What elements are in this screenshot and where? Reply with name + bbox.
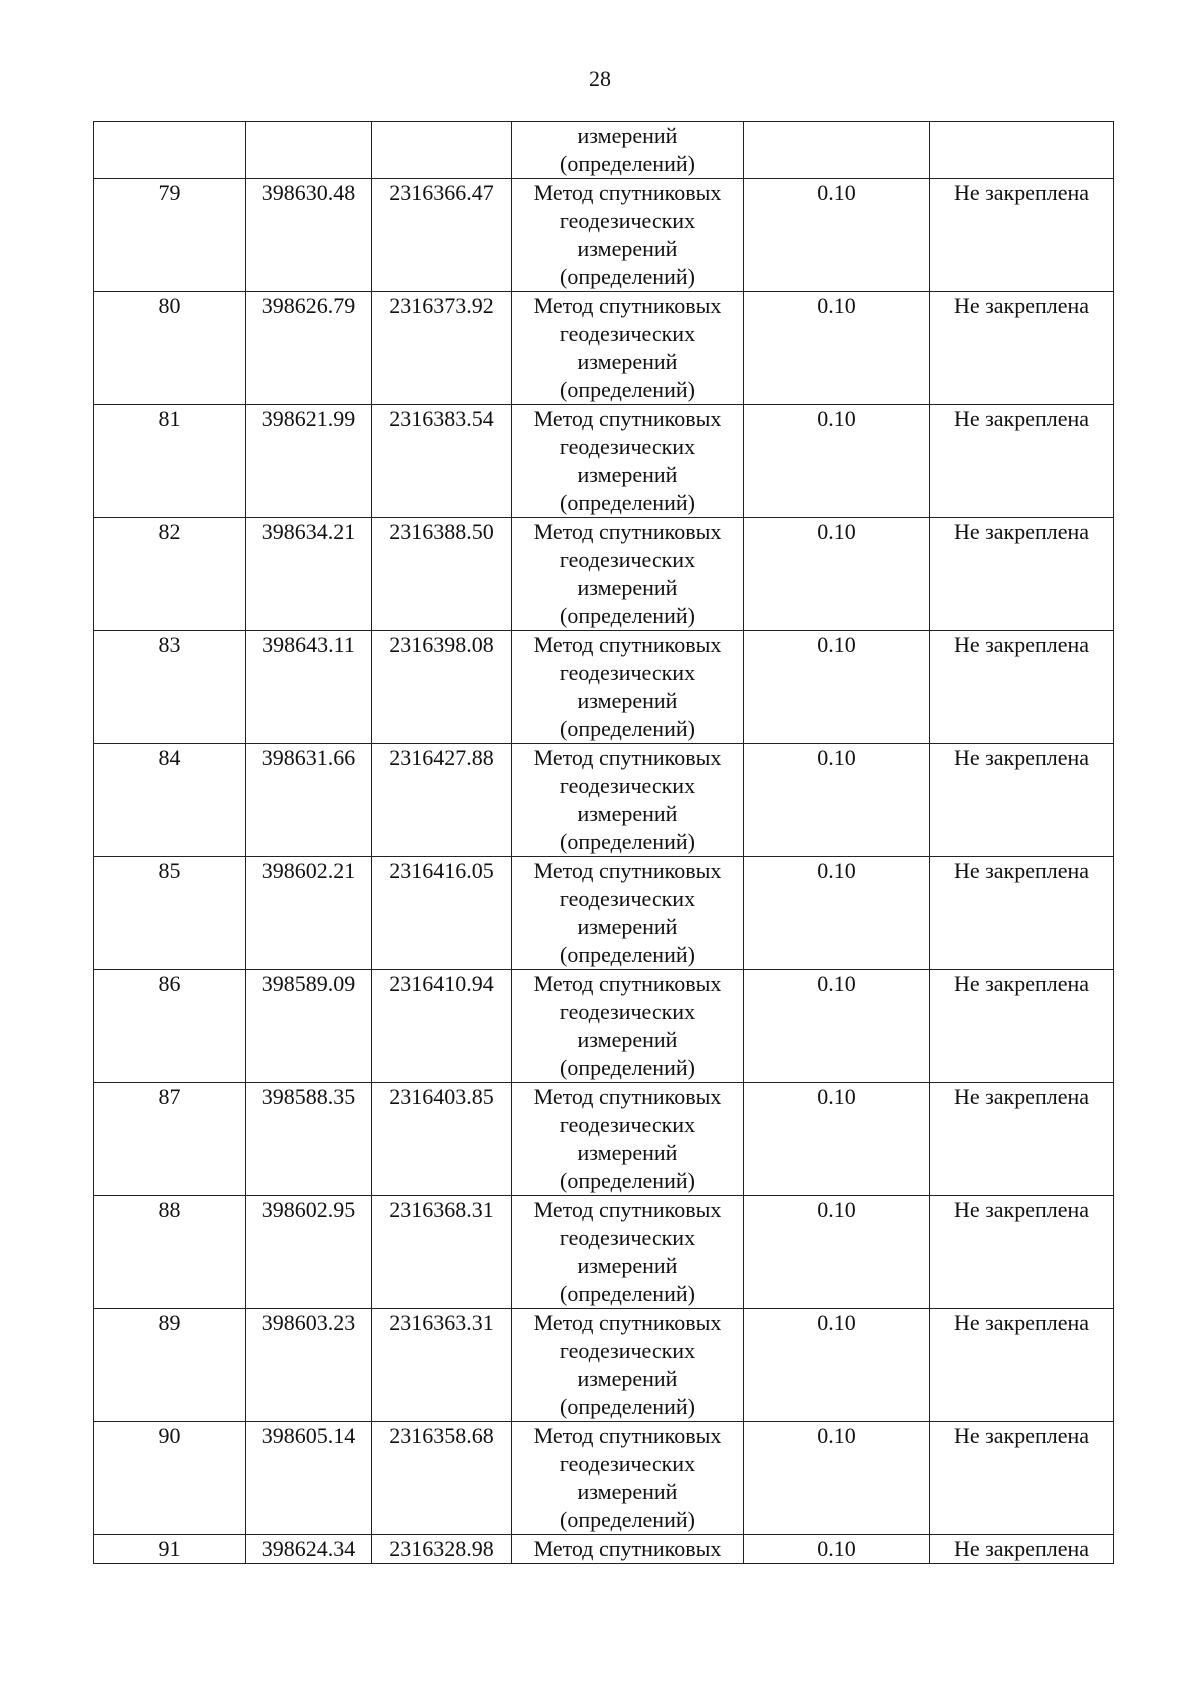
cell-fixation: Не закреплена: [930, 857, 1114, 970]
cell-num: 79: [94, 179, 246, 292]
page-number: 28: [589, 66, 611, 91]
method-line: Метод спутниковых: [533, 1197, 722, 1222]
method-line: (определений): [560, 490, 695, 515]
method-line: Метод спутниковых: [533, 745, 722, 770]
continuation-row: [94, 122, 1114, 179]
cell-method: [512, 970, 744, 1083]
cell-fixation: Не закреплена: [930, 970, 1114, 1083]
cell-method: [512, 405, 744, 518]
cell-method: [512, 857, 744, 970]
cell-method: [512, 1535, 744, 1564]
method-line: Метод спутниковых: [533, 519, 722, 544]
cell-method: [512, 1422, 744, 1535]
cell-num: 88: [94, 1196, 246, 1309]
cell-y: 2316383.54: [372, 405, 512, 518]
cell-error: 0.10: [744, 179, 930, 292]
cell-x: 398602.95: [246, 1196, 372, 1309]
cell-method: [512, 122, 744, 179]
cell-method: [512, 1309, 744, 1422]
cell-error: 0.10: [744, 744, 930, 857]
method-line: измерений: [577, 1027, 678, 1052]
cell-num: 84: [94, 744, 246, 857]
cell-error: 0.10: [744, 1535, 930, 1564]
cell-fixation: Не закреплена: [930, 631, 1114, 744]
cell-y: 2316427.88: [372, 744, 512, 857]
cell-fixation: Не закреплена: [930, 1535, 1114, 1564]
cell-error: 0.10: [744, 405, 930, 518]
table-row: [94, 518, 1114, 631]
cell-error: 0.10: [744, 1083, 930, 1196]
method-line: геодезических: [559, 1338, 696, 1363]
method-line: геодезических: [559, 660, 696, 685]
cell-fixation: Не закреплена: [930, 292, 1114, 405]
method-line: измерений: [577, 236, 678, 261]
method-line: измерений: [577, 123, 678, 148]
method-line: геодезических: [559, 321, 696, 346]
cell-error: 0.10: [744, 518, 930, 631]
cell-y: [372, 122, 512, 179]
method-line: измерений: [577, 1140, 678, 1165]
table-row: [94, 970, 1114, 1083]
table-row: [94, 1083, 1114, 1196]
method-line: измерений: [577, 1253, 678, 1278]
method-line: (определений): [560, 377, 695, 402]
method-line: геодезических: [559, 999, 696, 1024]
cell-num: 83: [94, 631, 246, 744]
method-line: измерений: [577, 575, 678, 600]
cell-y: 2316358.68: [372, 1422, 512, 1535]
cell-error: 0.10: [744, 970, 930, 1083]
method-line: геодезических: [559, 434, 696, 459]
cell-method: [512, 744, 744, 857]
method-line: измерений: [577, 462, 678, 487]
cell-x: 398643.11: [246, 631, 372, 744]
table-row: [94, 405, 1114, 518]
method-line: (определений): [560, 716, 695, 741]
cell-fixation: Не закреплена: [930, 1083, 1114, 1196]
method-line: измерений: [577, 914, 678, 939]
cell-num: 89: [94, 1309, 246, 1422]
method-line: (определений): [560, 942, 695, 967]
cell-error: [744, 122, 930, 179]
cell-x: 398624.34: [246, 1535, 372, 1564]
cell-fixation: Не закреплена: [930, 744, 1114, 857]
method-line: (определений): [560, 829, 695, 854]
table-row: [94, 1196, 1114, 1309]
method-line: геодезических: [559, 886, 696, 911]
cell-x: 398588.35: [246, 1083, 372, 1196]
cell-error: 0.10: [744, 1309, 930, 1422]
cell-y: 2316363.31: [372, 1309, 512, 1422]
method-line: (определений): [560, 151, 695, 176]
cell-num: 87: [94, 1083, 246, 1196]
method-line: Метод спутниковых: [533, 632, 722, 657]
table-row: [94, 1422, 1114, 1535]
cell-fixation: Не закреплена: [930, 405, 1114, 518]
table-row: [94, 292, 1114, 405]
cell-x: 398631.66: [246, 744, 372, 857]
cell-x: 398634.21: [246, 518, 372, 631]
table-row: [94, 1309, 1114, 1422]
cell-method: [512, 1083, 744, 1196]
cell-fixation: Не закреплена: [930, 1309, 1114, 1422]
method-line: геодезических: [559, 547, 696, 572]
cell-x: 398602.21: [246, 857, 372, 970]
method-line: Метод спутниковых: [533, 1536, 722, 1561]
method-line: Метод спутниковых: [533, 858, 722, 883]
cell-num: 90: [94, 1422, 246, 1535]
cell-fixation: [930, 122, 1114, 179]
cell-fixation: Не закреплена: [930, 1422, 1114, 1535]
table-row: [94, 1535, 1114, 1564]
table-row: [94, 631, 1114, 744]
method-line: геодезических: [559, 1451, 696, 1476]
cell-method: [512, 292, 744, 405]
cell-num: 86: [94, 970, 246, 1083]
cell-y: 2316403.85: [372, 1083, 512, 1196]
coordinates-table: [93, 121, 1114, 1564]
cell-method: [512, 179, 744, 292]
method-line: (определений): [560, 1394, 695, 1419]
cell-num: 82: [94, 518, 246, 631]
method-line: Метод спутниковых: [533, 406, 722, 431]
method-line: геодезических: [559, 208, 696, 233]
method-line: Метод спутниковых: [533, 293, 722, 318]
cell-error: 0.10: [744, 292, 930, 405]
method-line: геодезических: [559, 773, 696, 798]
cell-x: 398621.99: [246, 405, 372, 518]
cell-num: 91: [94, 1535, 246, 1564]
cell-x: 398626.79: [246, 292, 372, 405]
method-line: измерений: [577, 1366, 678, 1391]
table-row: [94, 744, 1114, 857]
cell-y: 2316388.50: [372, 518, 512, 631]
method-line: измерений: [577, 1479, 678, 1504]
cell-y: 2316328.98: [372, 1535, 512, 1564]
cell-fixation: Не закреплена: [930, 179, 1114, 292]
cell-method: [512, 518, 744, 631]
cell-y: 2316416.05: [372, 857, 512, 970]
cell-y: 2316410.94: [372, 970, 512, 1083]
method-line: Метод спутниковых: [533, 1310, 722, 1335]
method-line: измерений: [577, 801, 678, 826]
table-row: [94, 179, 1114, 292]
method-line: (определений): [560, 1507, 695, 1532]
method-line: измерений: [577, 349, 678, 374]
cell-fixation: Не закреплена: [930, 518, 1114, 631]
method-line: геодезических: [559, 1112, 696, 1137]
cell-y: 2316398.08: [372, 631, 512, 744]
method-line: геодезических: [559, 1225, 696, 1250]
cell-x: 398605.14: [246, 1422, 372, 1535]
cell-y: 2316373.92: [372, 292, 512, 405]
cell-method: [512, 631, 744, 744]
cell-method: [512, 1196, 744, 1309]
cell-num: 81: [94, 405, 246, 518]
method-line: Метод спутниковых: [533, 971, 722, 996]
cell-y: 2316366.47: [372, 179, 512, 292]
method-line: Метод спутниковых: [533, 1084, 722, 1109]
cell-error: 0.10: [744, 1196, 930, 1309]
method-line: (определений): [560, 1281, 695, 1306]
method-line: Метод спутниковых: [533, 1423, 722, 1448]
table-body: [94, 122, 1114, 1564]
cell-x: 398630.48: [246, 179, 372, 292]
cell-x: 398589.09: [246, 970, 372, 1083]
cell-x: 398603.23: [246, 1309, 372, 1422]
table-row: [94, 857, 1114, 970]
cell-error: 0.10: [744, 1422, 930, 1535]
cell-y: 2316368.31: [372, 1196, 512, 1309]
method-line: (определений): [560, 1168, 695, 1193]
cell-num: 80: [94, 292, 246, 405]
cell-error: 0.10: [744, 631, 930, 744]
cell-fixation: Не закреплена: [930, 1196, 1114, 1309]
cell-x: [246, 122, 372, 179]
method-line: Метод спутниковых: [533, 180, 722, 205]
cell-num: [94, 122, 246, 179]
method-line: (определений): [560, 1055, 695, 1080]
cell-error: 0.10: [744, 857, 930, 970]
method-line: (определений): [560, 264, 695, 289]
method-line: (определений): [560, 603, 695, 628]
method-line: измерений: [577, 688, 678, 713]
cell-num: 85: [94, 857, 246, 970]
